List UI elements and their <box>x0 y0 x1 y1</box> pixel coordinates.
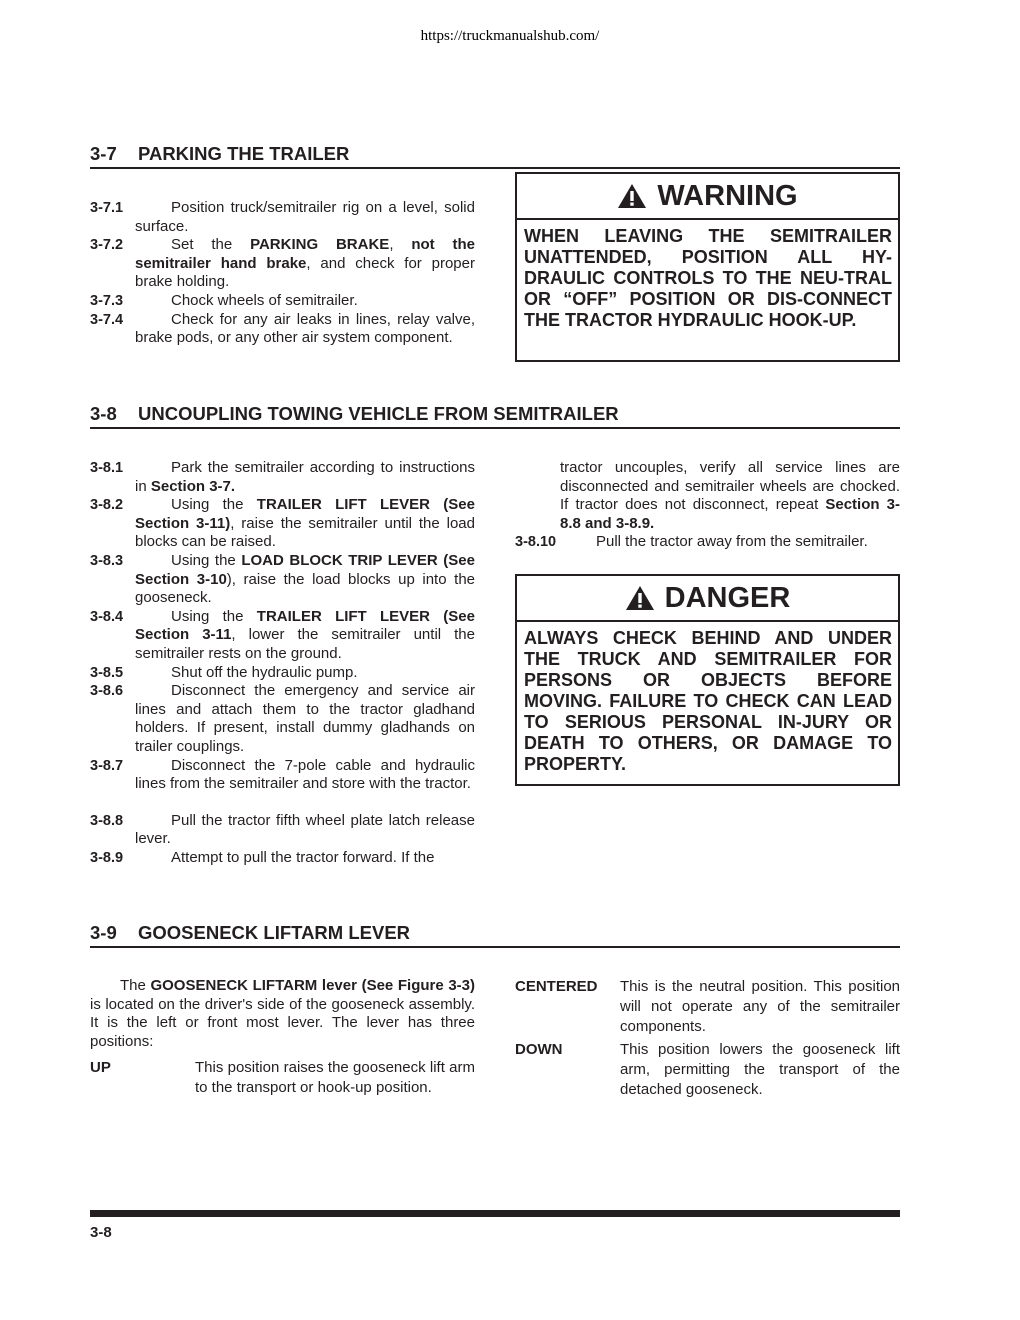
section-3-7-list <box>90 199 475 348</box>
section-3-7-heading <box>90 143 900 169</box>
section-number: 3-9 <box>90 922 117 943</box>
list-item: 3-8.4 Using the TRAILER LIFT LEVER (See Section 3-11, lower the semitrailer until the semitrailer rests on the ground. <box>90 607 475 662</box>
list-item-continuation: tractor uncouples, verify all service lines are disconnected and semitrailer wheels are chocked. If tractor does not disconnect, repeat Section 3-8.8 and 3-8.9. <box>560 459 900 532</box>
list-item: 3-7.4 Check for any air leaks in lines, relay valve, brake pods, or any other air system component. <box>90 310 475 347</box>
warning-triangle-icon <box>617 183 647 209</box>
footer-rule <box>90 1210 900 1217</box>
section-3-9-intro: The GOOSENECK LIFTARM lever (See Figure 3-3) is located on the driver's side of the gooseneck assembly. It is the left or front most lever. The lever has three positions: <box>90 977 476 1050</box>
list-item: 3-8.6 Disconnect the emergency and service air lines and attach them to the tractor gladhand holders. If present, install dummy gladhands on trailer couplings. <box>90 682 475 755</box>
source-url: https://truckmanualshub.com/ <box>420 28 600 44</box>
list-item: 3-8.5 Shut off the hydraulic pump. <box>90 663 358 681</box>
danger-text: ALWAYS CHECK BEHIND AND UNDER THE TRUCK AND SEMITRAILER FOR PERSONS OR OBJECTS BEFORE MOVING. FAILURE TO CHECK CAN LEAD TO SERIOUS PERSONAL IN-JURY OR DEATH TO OTHERS, OR DAMAGE TO PROPERTY. <box>524 628 892 774</box>
warning-text: WHEN LEAVING THE SEMITRAILER UNATTENDED, POSITION ALL HY-DRAULIC CONTROLS TO THE NEU-TRAL OR “OFF” POSITION OR DIS-CONNECT THE TRACTOR HYDRAULIC HOOK-UP. <box>524 226 892 330</box>
list-item: 3-7.3 Chock wheels of semitrailer. <box>90 291 358 309</box>
section-number: 3-8 <box>90 403 117 424</box>
danger-title: DANGER <box>517 576 898 622</box>
section-title: PARKING THE TRAILER <box>138 143 350 164</box>
warning-triangle-icon <box>625 585 655 611</box>
position-down: DOWN This position lowers the gooseneck lift arm, permitting the transport of the detached gooseneck. <box>515 1041 900 1098</box>
section-title: GOOSENECK LIFTARM LEVER <box>138 922 411 943</box>
section-3-8-list <box>90 459 475 867</box>
list-item: 3-8.8 Pull the tractor fifth wheel plate latch release lever. <box>90 811 475 848</box>
list-item: 3-8.10 Pull the tractor away from the semitrailer. <box>515 533 868 551</box>
list-item: 3-8.9 Attempt to pull the tractor forward. If the <box>90 848 435 866</box>
list-item: 3-8.2 Using the TRAILER LIFT LEVER (See Section 3-11), raise the semitrailer until the load blocks can be raised. <box>90 496 475 551</box>
position-up: UP This position raises the gooseneck lift arm to the transport or hook-up position. <box>90 1059 475 1096</box>
section-3-8-right-column <box>515 459 900 552</box>
warning-box <box>515 172 900 362</box>
list-item: 3-7.1 Position truck/semitrailer rig on a level, solid surface. <box>90 199 475 235</box>
position-centered: CENTERED This is the neutral position. This position will not operate any of the semitrailer components. <box>515 978 900 1035</box>
warning-title: WARNING <box>517 174 898 220</box>
danger-box <box>515 574 900 786</box>
section-3-8-heading <box>90 403 900 429</box>
page-number: 3-8 <box>90 1224 112 1241</box>
list-item: 3-7.2 Set the PARKING BRAKE, not the semitrailer hand brake, and check for proper brake holding. <box>90 236 475 291</box>
list-item: 3-8.7 Disconnect the 7-pole cable and hydraulic lines from the semitrailer and store with the tractor. <box>90 756 475 793</box>
section-title: UNCOUPLING TOWING VEHICLE FROM SEMITRAILER <box>138 403 619 424</box>
list-item: 3-8.1 Park the semitrailer according to instructions in Section 3-7. <box>90 459 475 495</box>
section-3-9-heading <box>90 922 900 948</box>
section-number: 3-7 <box>90 143 117 164</box>
list-item: 3-8.3 Using the LOAD BLOCK TRIP LEVER (See Section 3-10), raise the load blocks up into the gooseneck. <box>90 551 476 607</box>
